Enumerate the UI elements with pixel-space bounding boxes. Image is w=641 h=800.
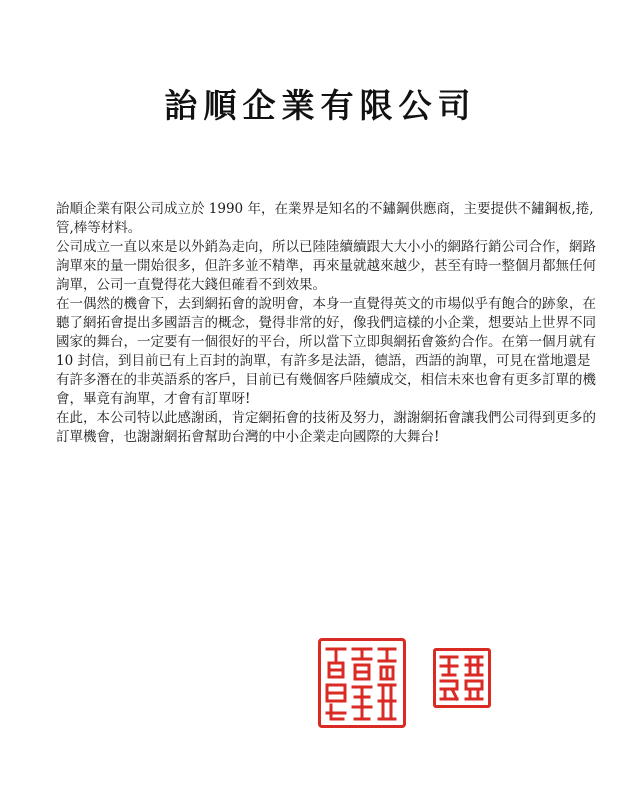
company-seal-glyphs bbox=[321, 641, 403, 725]
paragraph-experience: 在一偶然的機會下，去到網拓會的說明會，本身一直覺得英文的市場似乎有飽合的跡象，在聽了網拓會提出多國語言的概念，覺得非常的好，像我們這樣的小企業，想要站上世界不同國家的舞台，一定要有一個很好的平台，所以當下立即與網拓會簽約合作。在第一個月就有 10 封信，到目前已有上百封的詢單，有許多是法語，德語，西語的詢單，可見在當地還是有許多潛在的非英語系的客戶，目前已有幾個客戶陸續成交，相信未來也會有更多訂單的機會，畢竟有詢單，才會有訂單呀! bbox=[56, 296, 596, 407]
paragraph-intro: 詒順企業有限公司成立於 1990 年，在業界是知名的不鏽鋼供應商，主要提供不鏽鋼板,捲,管,棒等材料。 bbox=[56, 201, 594, 236]
paragraph-background: 公司成立一直以來是以外銷為走向，所以已陸陸續續跟大大小小的網路行銷公司合作，網路詢單來的量一開始很多，但許多並不精準，再來量就越來越少，甚至有時一整個月都無任何詢單，公司一直覺得花大錢但確看不到效果。 bbox=[56, 239, 596, 293]
company-seal bbox=[318, 638, 406, 728]
letter-body bbox=[56, 200, 596, 447]
personal-seal bbox=[433, 648, 491, 708]
personal-seal-glyphs bbox=[436, 651, 488, 705]
paragraph-thanks: 在此，本公司特以此感謝函，肯定網拓會的技術及努力，謝謝網拓會讓我們公司得到更多的訂單機會，也謝謝網拓會幫助台灣的中小企業走向國際的大舞台! bbox=[56, 410, 596, 445]
company-title: 詒順企業有限公司 bbox=[164, 86, 477, 125]
